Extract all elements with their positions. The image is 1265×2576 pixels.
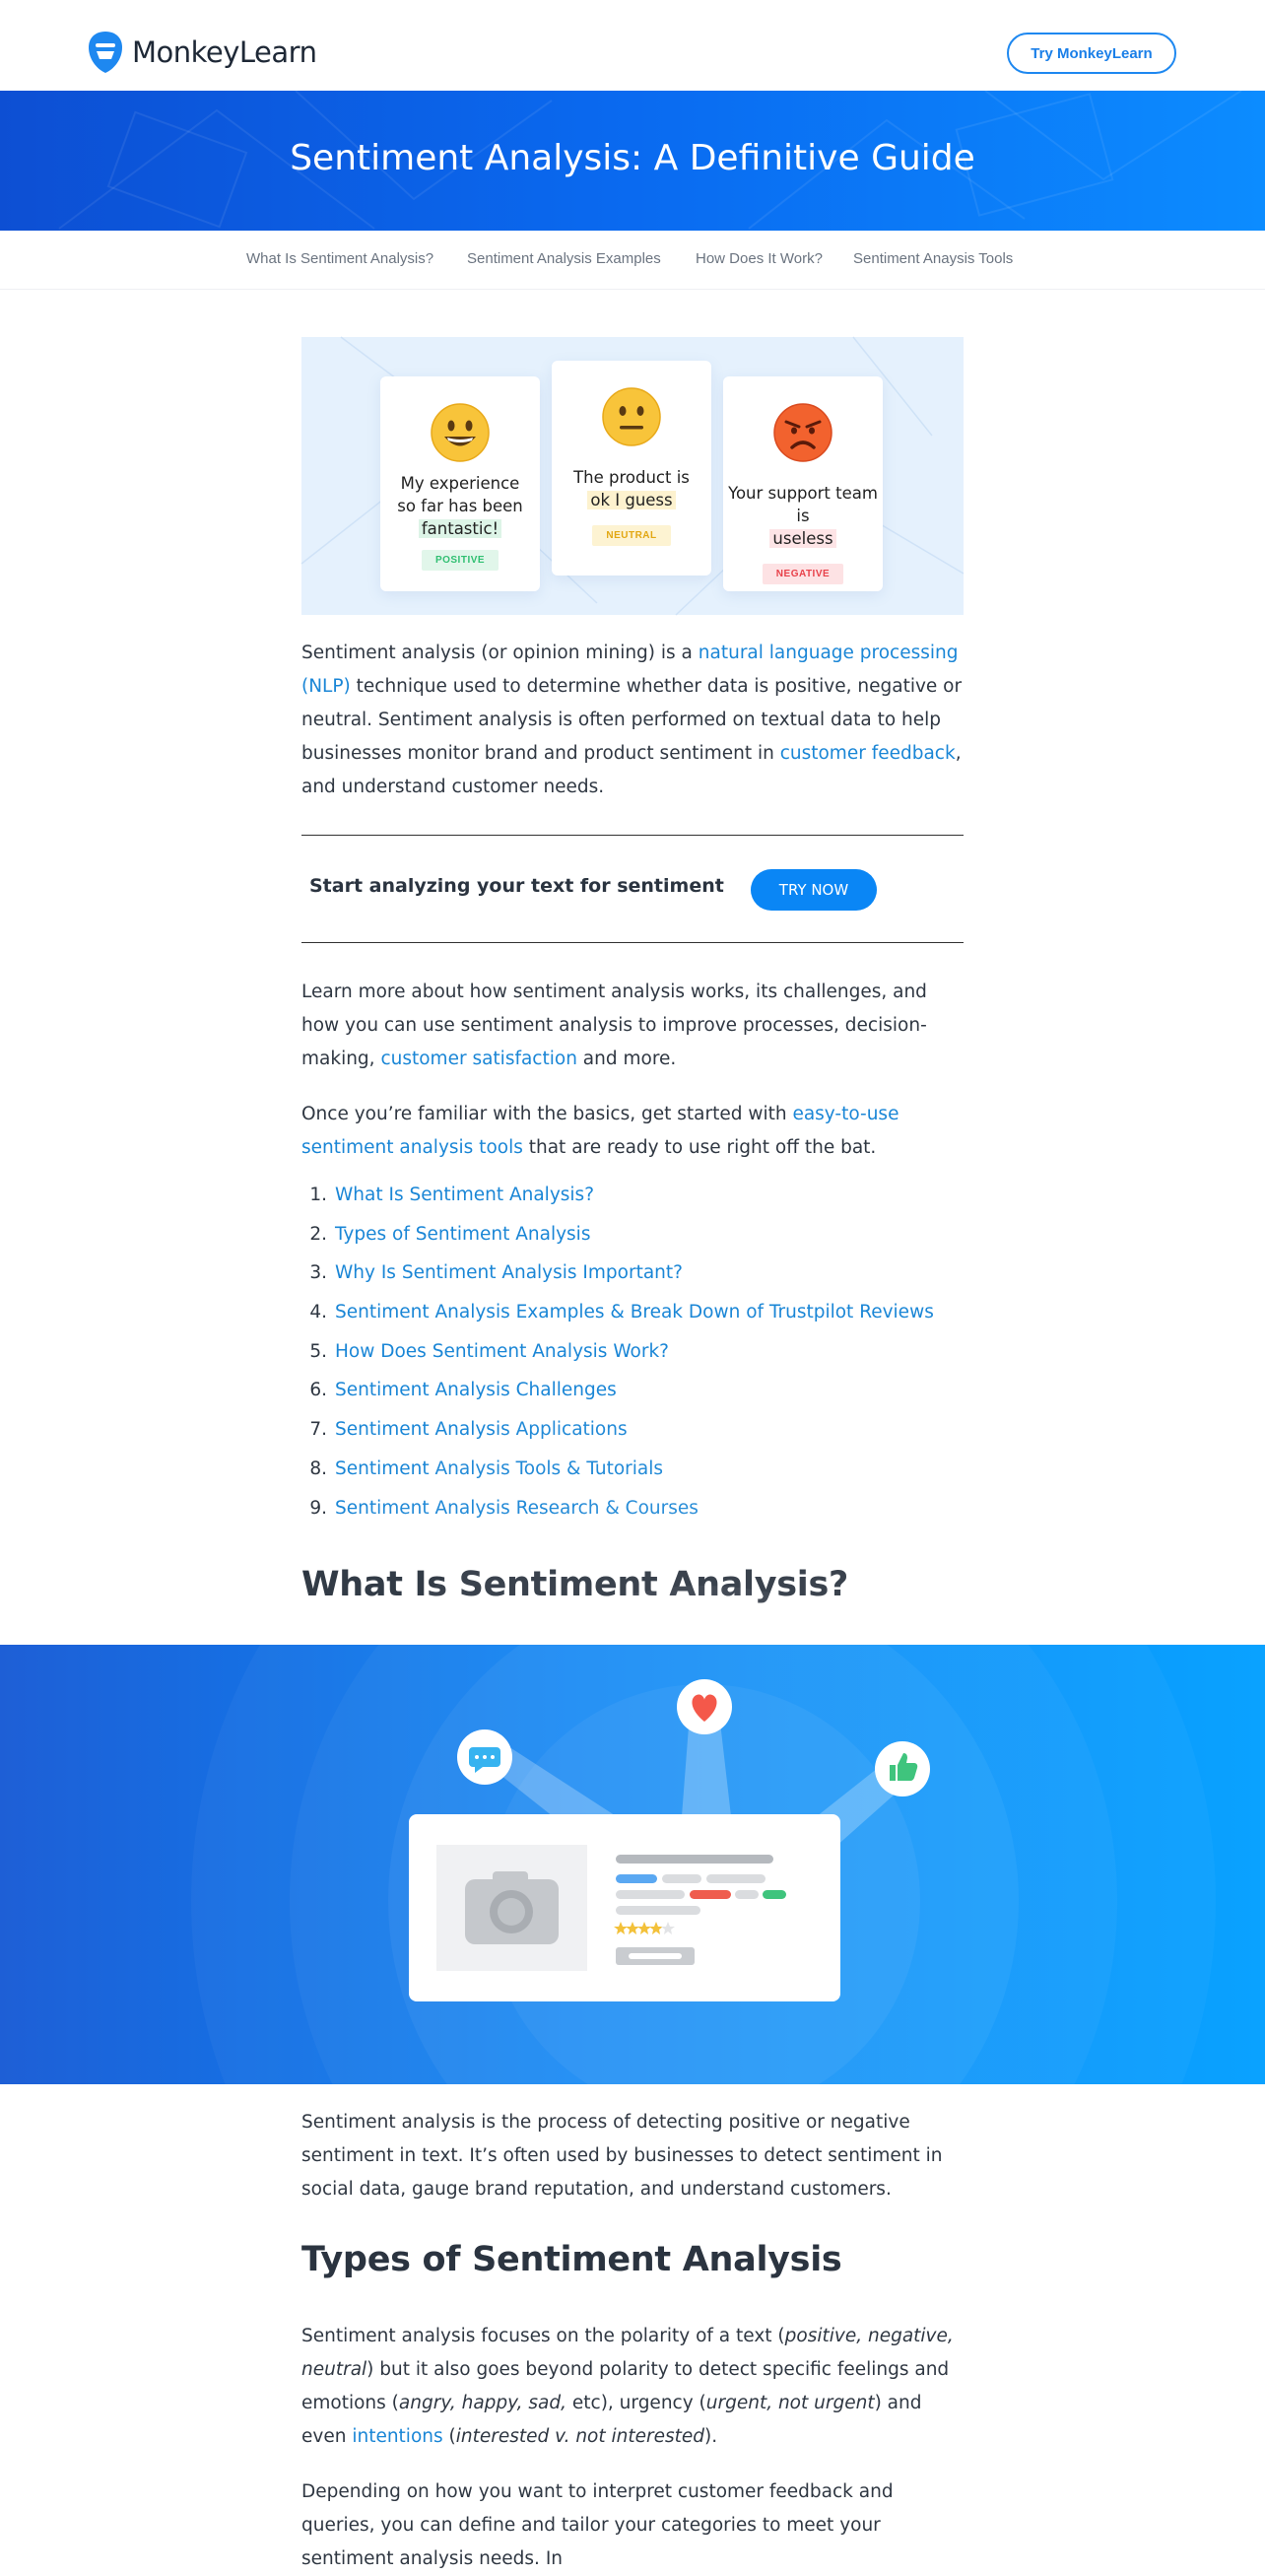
types-text: etc), urgency ( <box>566 2393 706 2413</box>
heading-what-is-sentiment-analysis: What Is Sentiment Analysis? <box>301 1565 849 1604</box>
cta-text: Start analyzing your text for sentiment <box>309 875 724 897</box>
card-text-line: My experience <box>400 474 520 493</box>
cta-box <box>301 835 964 943</box>
neutral-face-icon <box>601 386 662 447</box>
intro-text: technique used to determine whether data is positive, negative or neutral. Sentiment analysis is often performed on textual data to help businesses monitor brand and product sentiment in <box>301 676 963 764</box>
toc-item: 1. What Is Sentiment Analysis? <box>301 1185 964 1224</box>
monkeylearn-logo-icon <box>87 30 124 75</box>
neutral-sentiment-card <box>552 361 711 576</box>
sentiment-tools-link[interactable]: easy-to-use sentiment analysis tools <box>301 1104 899 1158</box>
positive-sentiment-card <box>380 376 540 591</box>
brand-name: MonkeyLearn <box>132 35 317 69</box>
toc-link-how-it-works[interactable]: How Does Sentiment Analysis Work? <box>335 1340 669 1362</box>
types-em: urgent, not urgent <box>705 2393 875 2413</box>
toc-item: 8. Sentiment Analysis Tools & Tutorials <box>301 1458 964 1498</box>
card-highlight-text: fantastic! <box>419 519 501 538</box>
toc-link-challenges[interactable]: Sentiment Analysis Challenges <box>335 1380 617 1401</box>
types-text: Sentiment analysis focuses on the polarity of a text ( <box>301 2326 785 2346</box>
monkeylearn-logo[interactable] <box>87 30 316 75</box>
categories-paragraph: Depending on how you want to interpret customer feedback and queries, you can define and tailor your categories to meet your sentiment analysis needs. In <box>301 2481 894 2569</box>
card-highlight-text: useless <box>769 529 835 548</box>
intro-text: Sentiment analysis (or opinion mining) is a <box>301 643 699 663</box>
customer-feedback-link[interactable]: customer feedback <box>779 743 956 764</box>
heading-types-of-sentiment-analysis: Types of Sentiment Analysis <box>301 2240 842 2279</box>
toc-item: 2. Types of Sentiment Analysis <box>301 1224 964 1263</box>
nlp-link[interactable]: natural language processing (NLP) <box>301 643 959 697</box>
subnav-what-is[interactable]: What Is Sentiment Analysis? <box>246 250 434 267</box>
subnav-how-it-works[interactable]: How Does It Work? <box>696 250 823 267</box>
positive-badge: POSITIVE <box>422 550 499 571</box>
sentiment-examples-illustration <box>301 337 964 615</box>
card-text-line: so far has been <box>397 497 523 515</box>
customer-satisfaction-link[interactable]: customer satisfaction <box>380 1049 577 1069</box>
try-now-button[interactable]: TRY NOW <box>751 869 877 911</box>
toc-link-research[interactable]: Sentiment Analysis Research & Courses <box>335 1497 699 1519</box>
learn-text: Learn more about how sentiment analysis works, its challenges, and how you can use sentiment analysis to improve processes, decision-making, <box>301 982 927 1069</box>
card-highlight-text: ok I guess <box>587 491 675 509</box>
types-text: ). <box>704 2426 718 2447</box>
toc-link-applications[interactable]: Sentiment Analysis Applications <box>335 1419 628 1441</box>
toc-link-importance[interactable]: Why Is Sentiment Analysis Important? <box>335 1262 683 1284</box>
section-subnav <box>0 231 1265 290</box>
toc-item: 4. Sentiment Analysis Examples & Break Down of Trustpilot Reviews <box>301 1302 964 1341</box>
angry-face-icon <box>772 402 833 463</box>
types-text: ) but it also goes beyond polarity to detect specific feelings and emotions ( <box>301 2359 950 2413</box>
negative-badge: NEGATIVE <box>763 564 843 584</box>
neutral-badge: NEUTRAL <box>592 525 670 546</box>
sentiment-analysis-illustration <box>0 1645 1265 2084</box>
types-em: angry, happy, sad, <box>398 2393 567 2413</box>
toc-link-examples[interactable]: Sentiment Analysis Examples & Break Down of Trustpilot Reviews <box>335 1302 934 1323</box>
toc-item: 5. How Does Sentiment Analysis Work? <box>301 1341 964 1381</box>
learn-text: and more. <box>576 1049 677 1069</box>
types-em: interested v. not interested <box>455 2426 705 2447</box>
types-text: ( <box>442 2426 456 2447</box>
toc-link-tools[interactable]: Sentiment Analysis Tools & Tutorials <box>335 1457 664 1479</box>
hero-banner <box>0 91 1265 231</box>
types-em: positive, negative, neutral <box>301 2326 954 2380</box>
toc-item: 3. Why Is Sentiment Analysis Important? <box>301 1262 964 1302</box>
top-navigation-bar <box>0 0 1265 91</box>
toc-link-types[interactable]: Types of Sentiment Analysis <box>335 1223 591 1245</box>
types-paragraph <box>301 2320 964 2454</box>
subnav-tools[interactable]: Sentiment Anaysis Tools <box>853 250 1014 267</box>
subnav-examples[interactable]: Sentiment Analysis Examples <box>467 250 661 267</box>
toc-item: 6. Sentiment Analysis Challenges <box>301 1380 964 1419</box>
what-is-paragraph: Sentiment analysis is the process of detecting positive or negative sentiment in text. It’s often used by businesses to detect sentiment in social data, gauge brand reputation, and understand customers. <box>301 2112 943 2200</box>
smiling-face-icon <box>430 402 491 463</box>
try-monkeylearn-button[interactable]: Try MonkeyLearn <box>1007 33 1176 74</box>
card-text-line: Your support team is <box>728 484 878 525</box>
review-analysis-graphic <box>0 1645 1265 2084</box>
toc-item: 9. Sentiment Analysis Research & Courses <box>301 1498 964 1537</box>
get-started-paragraph <box>301 1098 964 1165</box>
intro-paragraph <box>301 637 964 804</box>
negative-sentiment-card <box>723 376 883 591</box>
get-started-text: Once you’re familiar with the basics, get started with <box>301 1104 793 1124</box>
intentions-link[interactable]: intentions <box>352 2426 443 2447</box>
toc-link-what-is[interactable]: What Is Sentiment Analysis? <box>335 1185 595 1205</box>
learn-more-paragraph <box>301 976 964 1076</box>
page-title: Sentiment Analysis: A Definitive Guide <box>290 138 975 178</box>
toc-item: 7. Sentiment Analysis Applications <box>301 1419 964 1458</box>
card-text-line: The product is <box>573 468 690 487</box>
intro-text: , and understand customer needs. <box>301 743 962 797</box>
get-started-text: that are ready to use right off the bat. <box>522 1137 877 1158</box>
types-text: ) and even <box>301 2393 922 2447</box>
